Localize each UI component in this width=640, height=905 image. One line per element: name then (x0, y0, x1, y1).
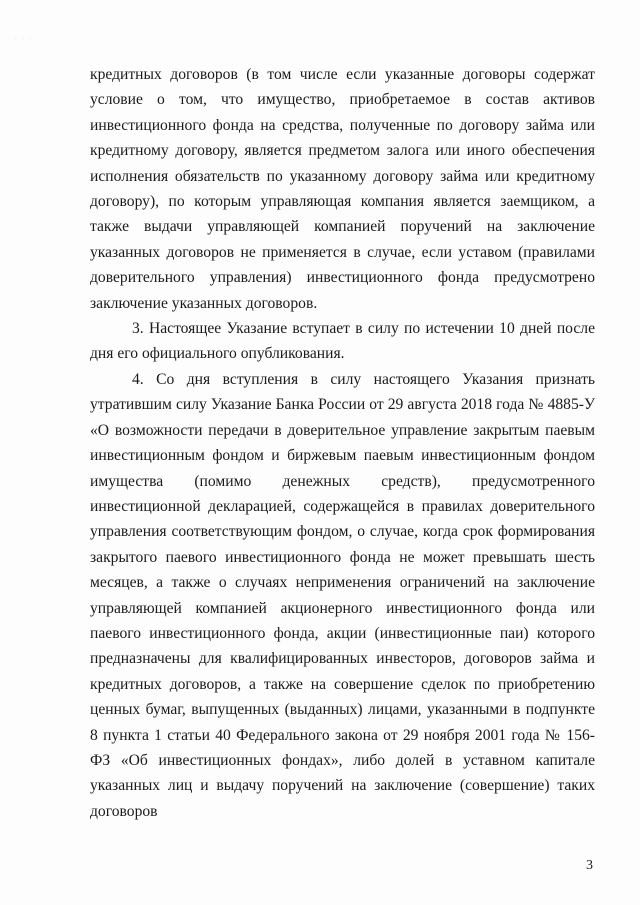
paragraph-item-3: 3. Настоящее Указание вступает в силу по истечении 10 дней после дня его официального опубликования. (90, 320, 595, 363)
scan-artifact: · · · (14, 36, 34, 43)
paragraph-item-4: 4. Со дня вступления в силу настоящего Указания признать утратившим силу Указание Банка России от 29 августа 2018 года № 4885-У «О возможности передачи в доверительное управление закрытым паевым инвестиционным фондом и биржевым паевым инвестиционным фондом имущества (помимо денежных средств), предусмотренного инвестиционной декларацией, содержащейся в правилах доверительного управления соответствующим фондом, о случае, когда срок формирования закрытого паевого инвестиционного фонда не может превышать шесть месяцев, а также о случаях неприменения ограничений на заключение управляющей компанией акционерного инвестиционного фонда или паевого инвестиционного фонда, акции (инвестиционные паи) которого предназначены для квалифицированных инвесторов, договоров займа и кредитных договоров, а также на совершение сделок по приобретению ценных бумаг, выпущенных (выданных) лицами, указанными в подпункте 8 пункта 1 статьи 40 Федерального закона от 29 ноября 2001 года № 156-ФЗ «Об инвестиционных фондах», либо долей в уставном капитале указанных лиц и выдачу поручений на заключение (совершение) таких договоров (90, 370, 595, 820)
page-number: 3 (586, 858, 593, 873)
document-body (90, 62, 595, 824)
paragraph-continuation: кредитных договоров (в том числе если указанные договоры содержат условие о том, что имущество, приобретаемое в состав активов инвестиционного фонда на средства, полученные по договору займа или кредитному договору, является предметом залога или иного обеспечения исполнения обязательств по указанному договору займа или кредитному договору), по которым управляющая компания является заемщиком, а также выдачи управляющей компанией поручений на заключение указанных договоров не применяется в случае, если уставом (правилами доверительного управления) инвестиционного фонда предусмотрено заключение указанных договоров. (90, 66, 595, 312)
